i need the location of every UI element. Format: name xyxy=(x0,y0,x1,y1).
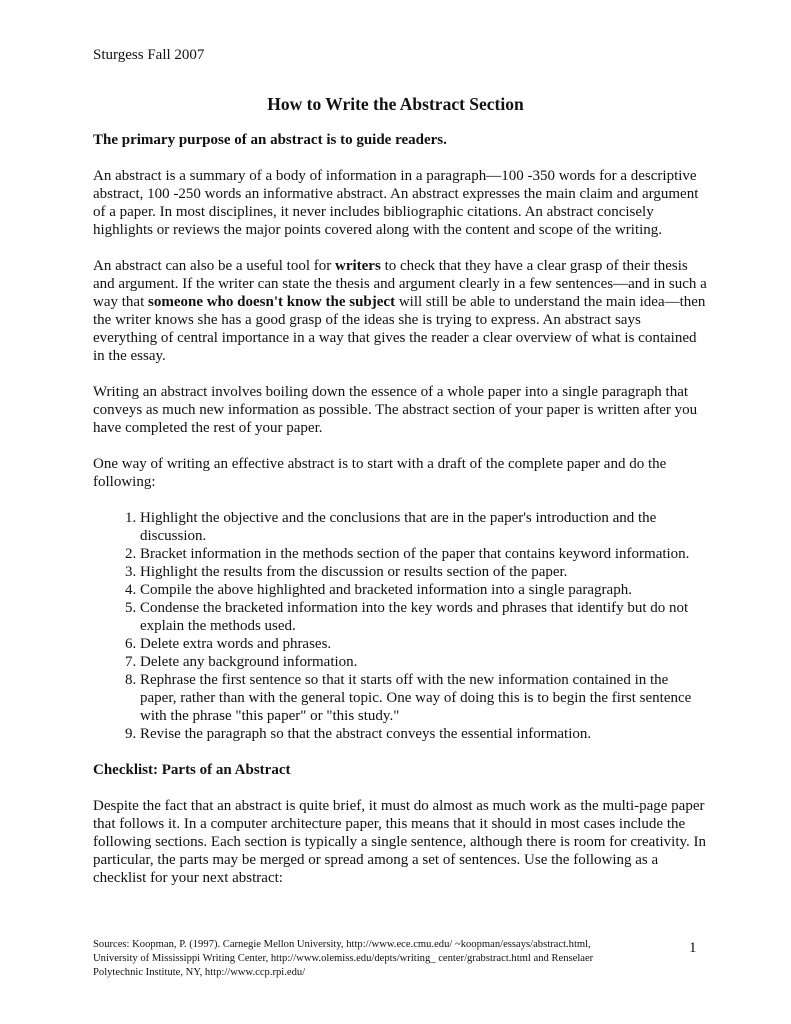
list-item: 7. Delete any background information. xyxy=(140,653,708,671)
lead-statement: The primary purpose of an abstract is to guide readers. xyxy=(93,132,447,148)
paragraph-boiling-down: Writing an abstract involves boiling down the essence of a whole paper into a single paragraph that conveys as much new information as possible. The abstract section of your paper is written after you have completed the rest of your paper. xyxy=(93,384,698,436)
list-item: 2. Bracket information in the methods section of the paper that contains keyword information. xyxy=(140,545,708,563)
para2-text-c: to check that they have a clear grasp of their thesis and argument. If the writer can state the thesis and argument clearly in a few sentences—and in such a way that xyxy=(93,258,707,310)
list-item: 6. Delete extra words and phrases. xyxy=(140,635,708,653)
running-header: Sturgess Fall 2007 xyxy=(93,47,205,63)
list-item: 5. Condense the bracketed information into the key words and phrases that identify but do not explain the methods used. xyxy=(140,599,708,635)
list-item: 4. Compile the above highlighted and bracketed information into a single paragraph. xyxy=(140,581,708,599)
list-item: 1. Highlight the objective and the conclusions that are in the paper's introduction and the discussion. xyxy=(140,509,708,545)
paragraph-steps-intro: One way of writing an effective abstract is to start with a draft of the complete paper and do the following: xyxy=(93,456,667,490)
paragraph-writers-tool xyxy=(93,257,708,365)
list-item: 9. Revise the paragraph so that the abstract conveys the essential information. xyxy=(140,725,708,743)
body-content xyxy=(93,131,708,905)
para2-bold-someone: someone who doesn't know the subject xyxy=(147,294,396,310)
para2-text-e: will still be able to understand the main idea—then the writer knows she has a good grasp of the ideas she is trying to express. An abstract says everything of central importance in a way that gives the reader a clear overview of what is contained in the essay. xyxy=(93,294,706,364)
list-item: 3. Highlight the results from the discussion or results section of the paper. xyxy=(140,563,708,581)
steps-list xyxy=(93,509,708,743)
checklist-heading: Checklist: Parts of an Abstract xyxy=(93,762,291,778)
list-item: 8. Rephrase the first sentence so that it starts off with the new information contained in the paper, rather than with the general topic. One way of doing this is to begin the first sentence with the phrase "this paper" or "this study." xyxy=(140,671,708,725)
footer-line-1: Sources: Koopman, P. (1997). Carnegie Mellon University, http://www.ece.cmu.edu/ ~koopman/essays/abstract.html, xyxy=(93,939,591,950)
footer-line-2: University of Mississippi Writing Center, http://www.olemiss.edu/depts/writing_ center/grabstract.html and Renselaer xyxy=(93,953,594,964)
para2-bold-writers: writers xyxy=(335,258,381,274)
page-title: How to Write the Abstract Section xyxy=(267,94,524,114)
paragraph-checklist-intro: Despite the fact that an abstract is quite brief, it must do almost as much work as the multi-page paper that follows it. In a computer architecture paper, this means that it should in most cases include the following sections. Each section is typically a single sentence, although there is room for creativity. In particular, the parts may be merged or spread among a set of sentences. Use the following as a checklist for your next abstract: xyxy=(93,798,707,886)
page-number: 1 xyxy=(689,940,697,956)
footer-line-3: Polytechnic Institute, NY, http://www.ccp.rpi.edu/ xyxy=(93,967,306,978)
para2-text-a: An abstract can also be a useful tool for xyxy=(93,258,335,274)
sources-footnote xyxy=(93,938,668,980)
paragraph-definition: An abstract is a summary of a body of information in a paragraph—100 -350 words for a descriptive abstract, 100 -250 words an informative abstract. An abstract expresses the main claim and argument of a paper. In most disciplines, it never includes bibliographic citations. An abstract concisely highlights or reviews the major points covered along with the content and scope of the writing. xyxy=(93,168,699,238)
